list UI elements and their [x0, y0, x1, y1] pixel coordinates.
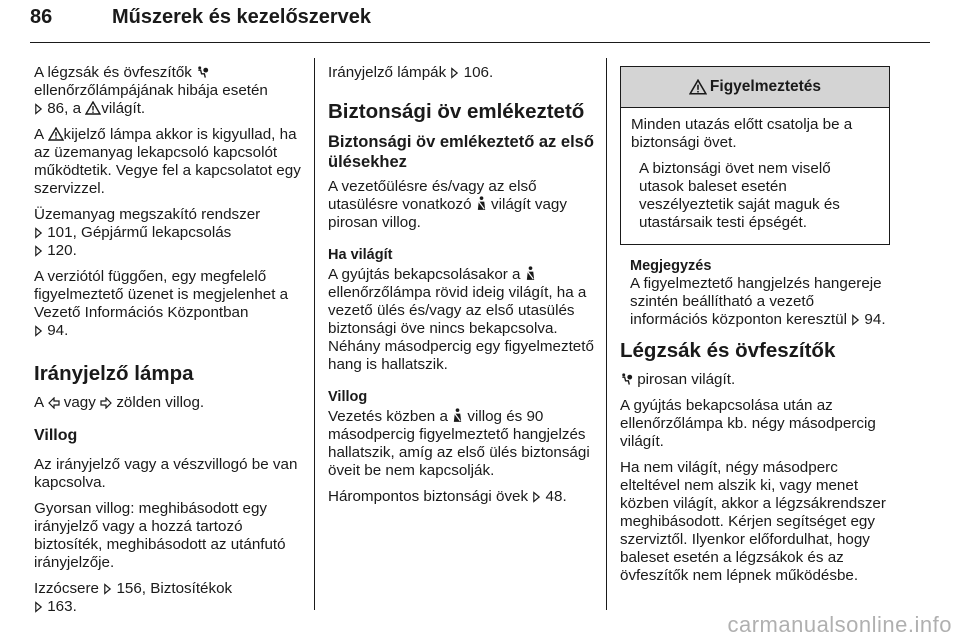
airbag-ignition-paragraph: A gyújtás bekapcsolása után az ellenőrzőlámpa kb. négy másodpercig világít. — [620, 397, 876, 450]
seat-belt-icon — [452, 408, 463, 423]
flash-paragraph-2: Gyorsan villog: meghibásodott egy irányjelző vagy a hozzá tartozó biztosíték, meghibásodott az utánfutó irányjelzője. — [34, 500, 286, 571]
text: Irányjelző lámpák — [328, 64, 447, 81]
text: A vezetőülésre és/vagy az első utasülésre vonatkozó — [328, 178, 537, 213]
page-link[interactable]: 94. — [864, 311, 886, 328]
page-ref-arrow-icon — [34, 601, 43, 613]
warning-body — [621, 108, 889, 244]
column-2 — [328, 64, 596, 514]
column-1 — [34, 64, 304, 624]
section-heading-turn-signal: Irányjelző lámpa — [34, 362, 194, 385]
subheading-flashing: Villog — [34, 427, 78, 444]
page-link[interactable]: 120. — [47, 242, 77, 259]
text: ellenőrzőlámpájának hibája esetén — [34, 82, 268, 99]
airbag-icon — [620, 372, 633, 386]
text: Üzemanyag megszakító rendszer — [34, 206, 261, 223]
page-link[interactable]: 156, Biztosítékok — [116, 580, 233, 597]
fuel-cutoff-paragraph — [34, 126, 304, 198]
text: Vezetés közben a — [328, 408, 448, 425]
text: A gyújtás bekapcsolásakor a — [328, 266, 521, 283]
page-ref-arrow-icon — [34, 227, 43, 239]
subheading-front-seats: Biztonsági öv emlékeztető az első ülésekhez — [328, 133, 594, 171]
left-arrow-icon — [48, 397, 60, 409]
page-link[interactable]: 163. — [47, 598, 77, 615]
page-ref-arrow-icon — [34, 245, 43, 257]
section-heading-airbag: Légzsák és övfeszítők — [620, 339, 836, 362]
text: pirosan világít. — [637, 371, 736, 388]
text: kijelző lámpa akkor is kigyullad, ha az üzemanyag lekapcsoló kapcsolót működtetik. Vegye fel a kapcsolatot egy szervizzel. — [34, 126, 301, 197]
page-link[interactable]: 101, Gépjármű lekapcsolás — [47, 224, 232, 241]
watermark: carmanualsonline.info — [727, 612, 952, 637]
column-3 — [620, 66, 890, 593]
note-label: Megjegyzés — [630, 258, 712, 274]
page-link[interactable]: 48. — [545, 488, 567, 505]
warning-text-2: A biztonsági övet nem viselő utasok baleset esetén veszélyeztetik saját maguk és utastársaik testi épségét. — [639, 160, 840, 231]
header-rule — [30, 42, 930, 43]
page-ref-arrow-icon — [103, 583, 112, 595]
seat-belt-icon — [476, 196, 487, 211]
airbag-icon — [196, 65, 209, 79]
page-link[interactable]: 94. — [47, 322, 69, 339]
page-number: 86 — [30, 6, 53, 28]
text: világít. — [101, 100, 146, 117]
seat-belt-icon — [525, 266, 536, 281]
belt-paragraph — [328, 178, 596, 232]
text: ellenőrzőlámpa rövid ideig világít, ha a vezető ülés és/vagy az első utasülés biztonsági öve nincs bekapcsolva. Néhány másodpercig egy figyelmeztető hang is hallatszik. — [328, 284, 594, 373]
dic-message-paragraph — [34, 268, 304, 340]
warning-triangle-icon — [85, 101, 101, 115]
warning-text-1: Minden utazás előtt csatolja be a biztonsági övet. — [631, 116, 853, 151]
page-ref-arrow-icon — [450, 67, 459, 79]
turn-lamps-ref — [328, 64, 596, 82]
text: A — [34, 394, 44, 411]
bulb-fuse-ref-paragraph — [34, 580, 304, 616]
text: zölden villog. — [116, 394, 205, 411]
text: vagy — [63, 394, 96, 411]
text: A figyelmeztető hangjelzés hangereje szintén beállítható a vezető információs központon keresztül — [630, 275, 882, 328]
flash-paragraph — [328, 408, 596, 480]
warning-box — [620, 66, 890, 245]
warning-title: Figyelmeztetés — [709, 78, 822, 95]
text: villog és 90 másodpercig figyelmeztető hangjelzés hallatszik, amíg az első ülés biztonsági öveit be nem kapcsolják. — [328, 408, 590, 479]
subheading-if-lit: Ha világít — [328, 247, 393, 263]
three-point-belts-ref — [328, 488, 596, 506]
page-ref-arrow-icon — [851, 314, 860, 326]
right-arrow-icon — [100, 397, 112, 409]
page-ref-arrow-icon — [34, 325, 43, 337]
section-heading-seat-belt: Biztonsági öv emlékeztető — [328, 100, 585, 123]
text: Izzócsere — [34, 580, 99, 597]
text: világít vagy pirosan villog. — [328, 196, 567, 231]
airbag-fault-paragraph — [34, 64, 304, 118]
text: Hárompontos biztonsági övek — [328, 488, 529, 505]
text: A verziótól függően, egy megfelelő figyelmeztető üzenet is megjelenhet a Vezető Információs Központban — [34, 268, 289, 321]
subheading-flashing: Villog — [328, 389, 368, 405]
warning-header — [621, 67, 889, 108]
page-link[interactable]: 106. — [463, 64, 494, 81]
page-title: Műszerek és kezelőszervek — [112, 6, 372, 28]
text: A — [34, 126, 44, 143]
note-text — [630, 275, 890, 329]
page-link[interactable]: 86, a — [47, 100, 82, 117]
column-divider-1 — [314, 58, 315, 610]
page-ref-arrow-icon — [34, 103, 43, 115]
note-block — [620, 257, 890, 329]
airbag-red-paragraph — [620, 371, 890, 389]
warning-triangle-icon — [689, 79, 707, 95]
airbag-fault-paragraph: Ha nem világít, négy másodperc elteltével nem alszik ki, vagy menet közben világít, akkor a légzsákrendszer meghibásodott. Kérjen segítséget egy szerviztől. Ilyenkor előfordulhat, hogy baleset esetén a légzsákok és az övfeszítők nem lépnek működésbe. — [620, 459, 886, 584]
fuel-system-ref-paragraph — [34, 206, 304, 260]
column-divider-2 — [606, 58, 607, 610]
lit-paragraph — [328, 266, 596, 374]
page-ref-arrow-icon — [532, 491, 541, 503]
turn-signal-paragraph — [34, 394, 304, 412]
text: A légzsák és övfeszítők — [34, 64, 192, 81]
warning-triangle-icon — [48, 127, 64, 141]
flash-paragraph-1: Az irányjelző vagy a vészvillogó be van kapcsolva. — [34, 456, 298, 491]
